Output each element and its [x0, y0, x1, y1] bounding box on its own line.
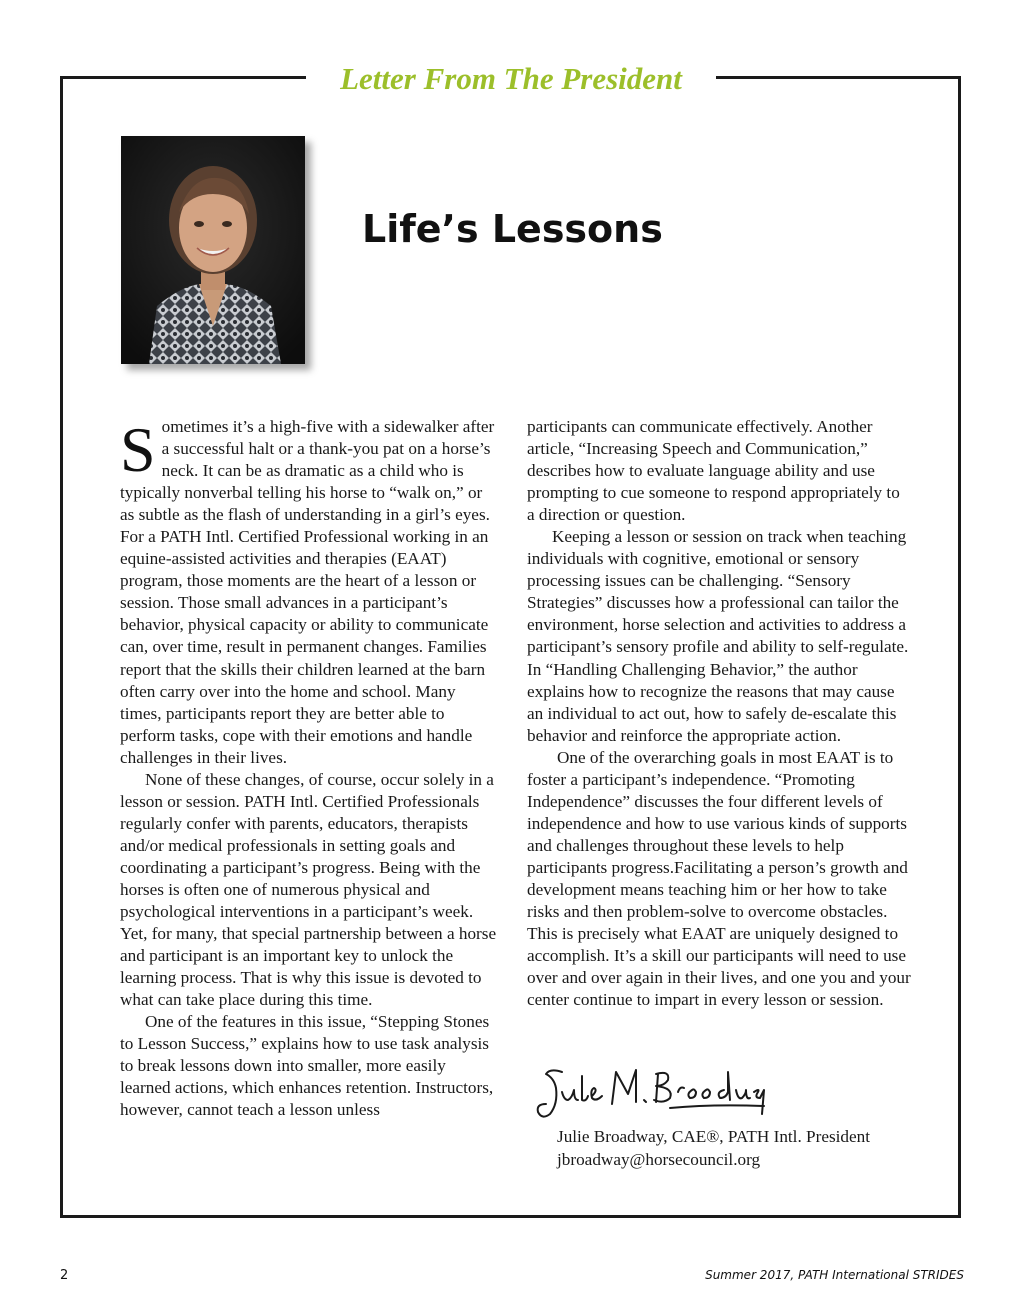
- paragraph-4: participants can communicate effectively. Another article, “Increasing Speech and Communication,” describes how to evaluate language ability and use prompting to cue someone to respond appropriately to a direction or question.: [527, 417, 900, 525]
- paragraph-1: [120, 416, 500, 769]
- president-portrait: [121, 136, 305, 364]
- paragraph-3: One of the features in this issue, “Stepping Stones to Lesson Success,” explains how to use task analysis to break lessons down into smaller, more easily learned actions, which enhances retention. Instructors, however, cannot teach a lesson unless: [120, 1012, 494, 1120]
- right-column: [527, 416, 911, 1011]
- page-number: 2: [60, 1268, 69, 1283]
- drop-cap: S: [120, 414, 156, 485]
- left-column: [120, 416, 500, 1122]
- signature-email: jbroadway@horsecouncil.org: [557, 1150, 761, 1169]
- paragraph-1-text: ometimes it’s a high-five with a sidewalker after a successful halt or a thank-you pat on a horse’s neck. It can be as dramatic as a child who is typically nonverbal telling his horse to “walk on,” or as subtle as the flash of understanding in a girl’s eyes. For a PATH Intl. Certified Professional working in an equine-assisted activities and therapies (EAAT) program, those moments are the heart of a lesson or session. Those small advances in a participant’s behavior, physical capacity or ability to communicate can, over time, result in permanent changes. Families report that the skills their children learned at the barn often carry over into the home and school. Many times, participants report they are better able to perform tasks, cope with their emotions and handle challenges in their lives.: [120, 417, 495, 767]
- signature-name: Julie Broadway, CAE®, PATH Intl. President: [557, 1127, 871, 1146]
- paragraph-5: Keeping a lesson or session on track when teaching individuals with cognitive, emotional or sensory processing issues can be challenging. “Sensory Strategies” discusses how a professional can tailor the environment, horse selection and activities to address a participant’s sensory profile and ability to self-regulate. In “Handling Challenging Behavior,” the author explains how to recognize the reasons that may cause an individual to act out, how to safely de-escalate this behavior and reinforce the appropriate action.: [527, 527, 909, 745]
- section-title: Letter From The President: [306, 56, 716, 102]
- handwritten-signature: [532, 1064, 768, 1124]
- paragraph-2: None of these changes, of course, occur solely in a lesson or session. PATH Intl. Certified Professionals regularly confer with parents, educators, therapists and/or medical professionals in setting goals and coordinating a participant’s progress. Being with the horses is often one of numerous physical and psychological interventions in a participant’s week. Yet, for many, that special partnership between a horse and participant is an important key to unlock the learning process. That is why this issue is devoted to what can take place during this time.: [120, 769, 497, 1010]
- article-title: Life’s Lessons: [362, 207, 663, 251]
- publication-credit: Summer 2017, PATH International STRIDES: [705, 1268, 964, 1282]
- paragraph-6: One of the overarching goals in most EAAT is to foster a participant’s independence. “Promoting Independence” discusses the four different levels of independence and how to use various kinds of supports and challenges throughout these levels to help participants progress.Facilitating a person’s growth and development means teaching him or her how to take risks and then problem-solve to overcome obstacles. This is precisely what EAAT are uniquely designed to accomplish. It’s a skill our participants will need to use over and over again in their lives, and one you and your center continue to impart in every lesson or session.: [527, 747, 911, 1010]
